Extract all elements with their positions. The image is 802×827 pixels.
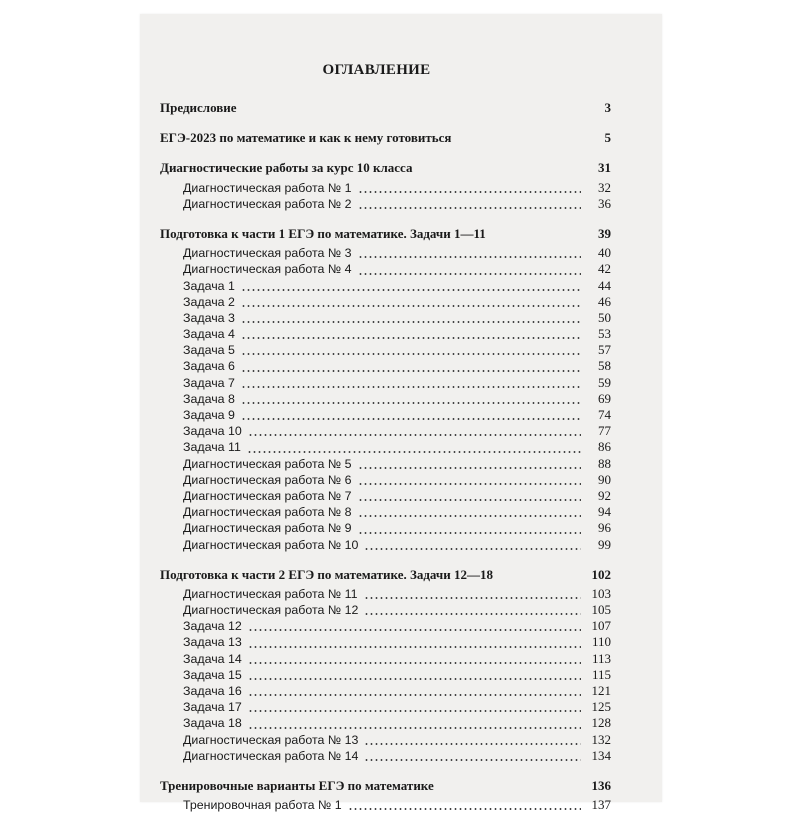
toc-page-number: 39 — [598, 225, 611, 241]
toc-entry[interactable] — [160, 732, 611, 748]
toc-section-heading[interactable] — [160, 567, 611, 583]
toc-entry-label: Задача 10 — [183, 424, 242, 439]
toc-page-number: 88 — [598, 455, 611, 471]
toc-entry-label: Диагностическая работа № 14 — [183, 748, 359, 763]
toc-page-number: 31 — [598, 160, 611, 176]
toc-dot-leader — [358, 256, 581, 258]
toc-page-number: 46 — [598, 293, 611, 309]
toc-entry[interactable] — [160, 310, 611, 326]
toc-page-number: 105 — [591, 602, 611, 618]
toc-dot-leader — [248, 646, 581, 648]
toc-dot-leader — [241, 305, 581, 307]
toc-entry[interactable] — [160, 294, 611, 310]
toc-entry-label: Задача 2 — [183, 294, 235, 309]
toc-entry-label: Диагностическая работа № 5 — [183, 456, 352, 471]
toc-dot-leader — [358, 191, 581, 193]
page-title: ОГЛАВЛЕНИЕ — [322, 62, 431, 78]
toc-page-number: 42 — [598, 261, 611, 277]
toc-dot-leader — [248, 727, 581, 729]
toc-entry-label: Диагностическая работа № 12 — [183, 603, 359, 618]
toc-heading-label: ЕГЭ-2023 по математике и как к нему готовиться — [160, 130, 452, 146]
toc-entry-label: Задача 12 — [183, 619, 242, 634]
toc-dot-leader — [248, 694, 581, 696]
toc-page-number: 69 — [598, 390, 611, 406]
toc-heading-label: Подготовка к части 2 ЕГЭ по математике. Задачи 12—18 — [160, 566, 493, 582]
toc-page-number: 94 — [598, 504, 611, 520]
toc-entry[interactable] — [160, 586, 611, 602]
toc-entry[interactable] — [160, 342, 611, 358]
toc-dot-leader — [358, 467, 581, 469]
toc-section — [160, 100, 611, 116]
toc-dot-leader — [348, 808, 581, 810]
toc-entry-label: Задача 3 — [183, 310, 235, 325]
toc-entry[interactable] — [160, 278, 611, 294]
toc-page-number: 36 — [598, 195, 611, 211]
toc-section — [160, 778, 611, 813]
toc-dot-leader — [364, 743, 581, 745]
toc-dot-leader — [364, 613, 581, 615]
toc-dot-leader — [248, 629, 581, 631]
toc-entry[interactable] — [160, 423, 611, 439]
toc-entry[interactable] — [160, 715, 611, 731]
toc-heading-label: Предисловие — [160, 100, 237, 115]
toc-entry-label: Диагностическая работа № 1 — [183, 180, 352, 195]
toc-section-heading[interactable] — [160, 100, 611, 116]
toc-page-number: 5 — [604, 130, 611, 146]
toc-entry[interactable] — [160, 667, 611, 683]
toc-page-number: 3 — [604, 100, 611, 115]
toc-entry-label: Задача 13 — [183, 635, 242, 650]
toc-entry[interactable] — [160, 699, 611, 715]
toc-dot-leader — [248, 710, 581, 712]
toc-page-number: 57 — [598, 342, 611, 358]
toc-entry-label: Диагностическая работа № 2 — [183, 196, 352, 211]
toc-page-number: 132 — [591, 731, 611, 747]
toc-page-number: 90 — [598, 471, 611, 487]
toc-dot-leader — [358, 207, 581, 209]
toc-entry-label: Диагностическая работа № 6 — [183, 472, 352, 487]
toc-page-number: 115 — [591, 666, 611, 682]
toc-dot-leader — [248, 434, 581, 436]
toc-page-number: 44 — [598, 277, 611, 293]
toc-entry-label: Диагностическая работа № 3 — [183, 246, 352, 261]
toc-entry-label: Задача 18 — [183, 716, 242, 731]
toc-section-heading[interactable] — [160, 160, 611, 176]
toc-entry-label: Задача 17 — [183, 700, 242, 715]
toc-entry-label: Диагностическая работа № 10 — [183, 537, 359, 552]
toc-entry-label: Задача 7 — [183, 375, 235, 390]
toc-entry-label: Задача 4 — [183, 327, 235, 342]
toc-section — [160, 160, 611, 212]
toc-page-number: 32 — [598, 179, 611, 195]
toc-dot-leader — [248, 678, 581, 680]
toc-page-number: 128 — [591, 715, 611, 731]
toc-entry[interactable] — [160, 391, 611, 407]
toc-entry-label: Диагностическая работа № 9 — [183, 521, 352, 536]
toc-heading-label: Тренировочные варианты ЕГЭ по математике — [160, 777, 434, 793]
toc-entry[interactable] — [160, 180, 611, 196]
toc-page-number: 121 — [591, 683, 611, 698]
toc-entry[interactable] — [160, 651, 611, 667]
toc-entry[interactable] — [160, 196, 611, 212]
toc-entry-label: Задача 5 — [183, 343, 235, 358]
toc-section — [160, 226, 611, 553]
toc-entry-label: Диагностическая работа № 4 — [183, 262, 352, 277]
toc-dot-leader — [358, 532, 581, 534]
toc-section-heading[interactable] — [160, 130, 611, 146]
toc-dot-leader — [364, 597, 582, 599]
toc-entry[interactable] — [160, 504, 611, 520]
toc-entry-label: Задача 8 — [183, 391, 235, 406]
toc-entry-label: Тренировочная работа № 1 — [183, 798, 342, 813]
toc-entry-label: Диагностическая работа № 8 — [183, 505, 352, 520]
toc-page-number: 58 — [598, 358, 611, 374]
toc-page-number: 92 — [598, 487, 611, 503]
toc-dot-leader — [241, 337, 581, 339]
toc-page-number: 77 — [598, 423, 611, 439]
toc-entry-label: Задача 16 — [183, 684, 242, 698]
toc-dot-leader — [241, 402, 581, 404]
toc-entry-label: Задача 1 — [183, 278, 235, 293]
toc-entry[interactable] — [160, 456, 611, 472]
toc-dot-leader — [358, 483, 581, 485]
toc-entry[interactable] — [160, 375, 611, 391]
toc-entry[interactable] — [160, 472, 611, 488]
toc-entry[interactable] — [160, 261, 611, 277]
toc-dot-leader — [364, 759, 581, 761]
toc-section-heading[interactable] — [160, 778, 611, 794]
toc-page-number: 137 — [591, 797, 611, 813]
toc-entry-label: Задача 6 — [183, 359, 235, 374]
toc-entry-label: Задача 11 — [183, 440, 241, 455]
toc-dot-leader — [358, 515, 581, 517]
toc-entry[interactable] — [160, 683, 611, 699]
toc-entry-label: Задача 9 — [183, 408, 235, 422]
toc-page-number: 50 — [598, 309, 611, 325]
toc-page-number: 136 — [591, 777, 611, 793]
toc-dot-leader — [241, 289, 581, 291]
toc-heading-label: Диагностические работы за курс 10 класса — [160, 160, 413, 176]
table-of-contents — [160, 100, 611, 827]
toc-dot-leader — [247, 451, 581, 453]
toc-entry[interactable] — [160, 407, 611, 423]
toc-page-number: 134 — [591, 747, 611, 763]
toc-dot-leader — [364, 548, 581, 550]
toc-entry[interactable] — [160, 537, 611, 553]
toc-entry[interactable] — [160, 326, 611, 342]
toc-entry[interactable] — [160, 602, 611, 618]
toc-page-number: 99 — [598, 536, 611, 552]
toc-section — [160, 130, 611, 146]
toc-page-number: 102 — [591, 566, 611, 582]
toc-dot-leader — [358, 499, 581, 501]
toc-page-number: 74 — [598, 407, 611, 422]
toc-entry[interactable] — [160, 797, 611, 813]
toc-page-number: 103 — [591, 585, 611, 601]
toc-entry[interactable] — [160, 634, 611, 650]
toc-dot-leader — [241, 321, 581, 323]
toc-dot-leader — [241, 418, 581, 420]
toc-entry[interactable] — [160, 488, 611, 504]
toc-heading-label: Подготовка к части 1 ЕГЭ по математике. Задачи 1—11 — [160, 225, 486, 241]
toc-page-number: 113 — [591, 650, 611, 666]
toc-entry-label: Диагностическая работа № 7 — [183, 488, 352, 503]
toc-entry-label: Диагностическая работа № 13 — [183, 732, 359, 747]
toc-entry[interactable] — [160, 748, 611, 764]
toc-page-number: 110 — [591, 634, 611, 650]
toc-page-number: 59 — [598, 374, 611, 390]
toc-entry[interactable] — [160, 245, 611, 261]
toc-entry-label: Задача 15 — [183, 667, 242, 682]
toc-page-number: 40 — [598, 245, 611, 261]
toc-page-number: 107 — [591, 618, 611, 634]
toc-entry[interactable] — [160, 358, 611, 374]
toc-section — [160, 567, 611, 764]
toc-page-number: 125 — [591, 699, 611, 715]
toc-dot-leader — [241, 386, 581, 388]
toc-entry[interactable] — [160, 520, 611, 536]
toc-page-number: 96 — [598, 520, 611, 536]
toc-dot-leader — [248, 662, 581, 664]
toc-page-number: 86 — [598, 439, 611, 455]
toc-page-number: 53 — [598, 326, 611, 342]
toc-dot-leader — [358, 273, 581, 275]
toc-dot-leader — [241, 353, 581, 355]
toc-dot-leader — [241, 370, 581, 372]
toc-entry-label: Задача 14 — [183, 651, 242, 666]
toc-entry[interactable] — [160, 439, 611, 455]
toc-entry[interactable] — [160, 618, 611, 634]
toc-section-heading[interactable] — [160, 226, 611, 242]
toc-entry-label: Диагностическая работа № 11 — [183, 586, 358, 601]
